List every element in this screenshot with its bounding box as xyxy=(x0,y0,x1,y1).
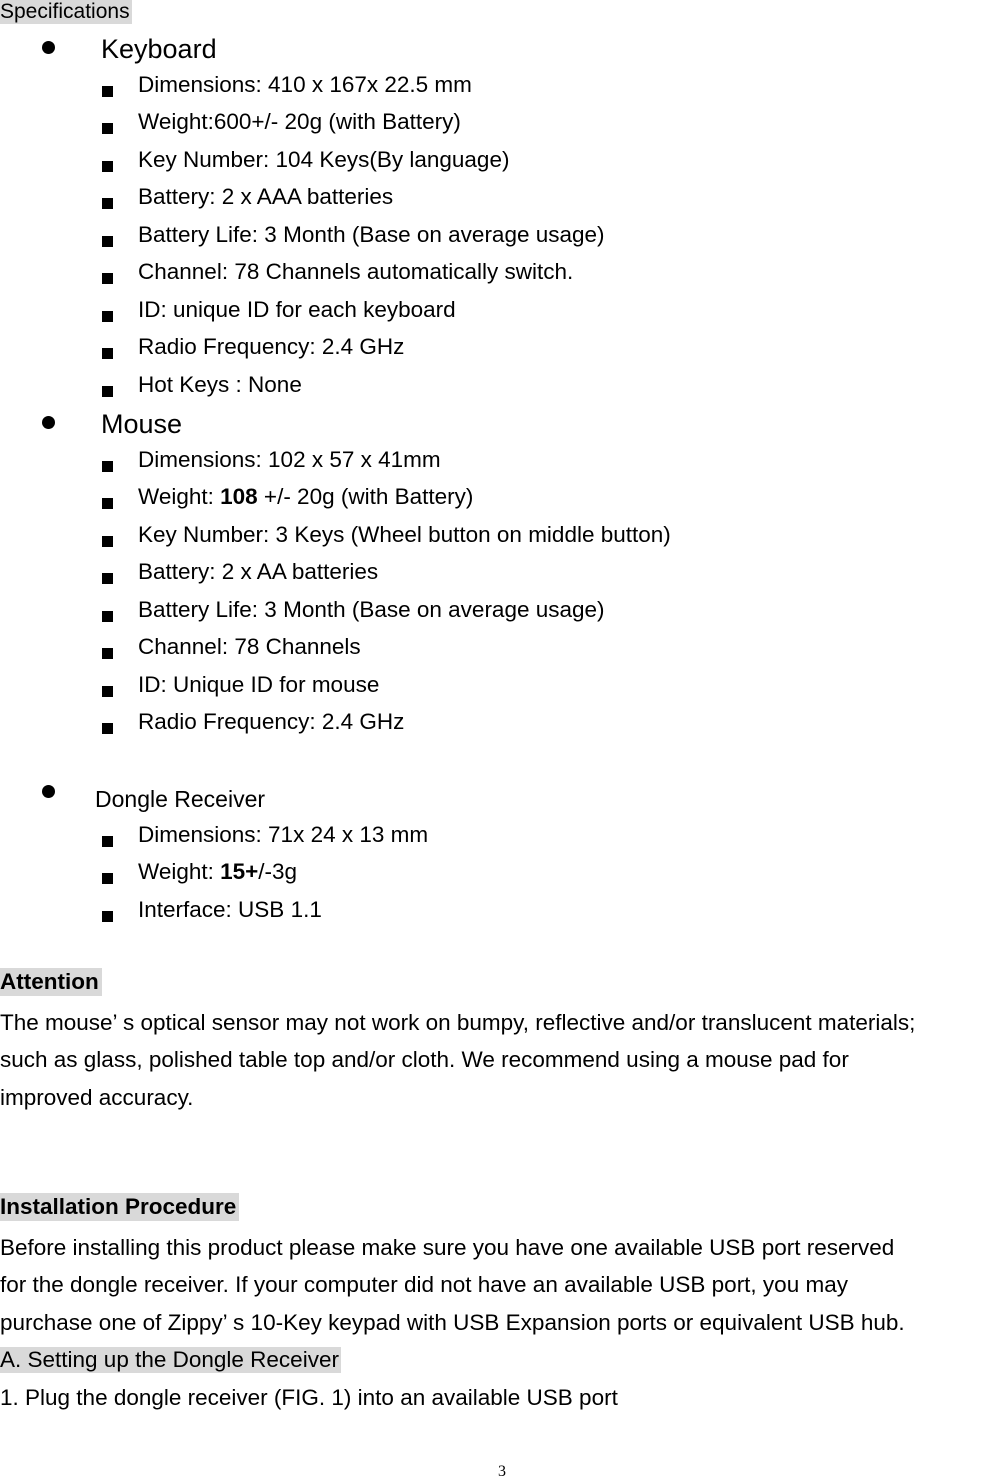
square-bullet-icon xyxy=(102,86,113,97)
page-number: 3 xyxy=(498,1463,506,1480)
mouse-spec-item: Battery Life: 3 Month (Base on average usage) xyxy=(138,597,605,622)
square-bullet-icon xyxy=(102,386,113,397)
mouse-label: Mouse xyxy=(101,409,183,439)
keyboard-spec-item: Battery: 2 x AAA batteries xyxy=(138,184,394,209)
mouse-spec-item: Channel: 78 Channels xyxy=(138,634,361,659)
square-bullet-icon xyxy=(102,836,113,847)
keyboard-spec-item: Key Number: 104 Keys(By language) xyxy=(138,147,510,172)
keyboard-spec-item: Battery Life: 3 Month (Base on average usage) xyxy=(138,222,605,247)
square-bullet-icon xyxy=(102,611,113,622)
square-bullet-icon xyxy=(102,461,113,472)
installation-title: Installation Procedure xyxy=(0,1193,239,1221)
square-bullet-icon xyxy=(102,498,113,509)
square-bullet-icon xyxy=(102,348,113,359)
mouse-weight-value: 108 xyxy=(220,484,258,509)
installation-line: purchase one of Zippy’ s 10-Key keypad with USB Expansion ports or equivalent USB hub. xyxy=(0,1310,905,1335)
square-bullet-icon xyxy=(102,536,113,547)
square-bullet-icon xyxy=(102,648,113,659)
dongle-weight-suffix: /-3g xyxy=(258,859,298,884)
attention-line: improved accuracy. xyxy=(0,1085,194,1110)
mouse-spec-item: Dimensions: 102 x 57 x 41mm xyxy=(138,447,441,472)
square-bullet-icon xyxy=(102,911,113,922)
specifications-title: Specifications xyxy=(0,0,130,23)
attention-title: Attention xyxy=(0,968,102,996)
mouse-spec-item: Battery: 2 x AA batteries xyxy=(138,559,379,584)
square-bullet-icon xyxy=(102,123,113,134)
keyboard-spec-item: Hot Keys : None xyxy=(138,372,302,397)
keyboard-bullet-icon xyxy=(42,41,55,54)
dongle-spec-item-weight xyxy=(138,859,297,885)
square-bullet-icon xyxy=(102,723,113,734)
mouse-spec-item: ID: Unique ID for mouse xyxy=(138,672,380,697)
dongle-bullet-icon xyxy=(42,785,55,798)
mouse-weight-prefix: Weight: xyxy=(138,484,221,509)
square-bullet-icon xyxy=(102,198,113,209)
mouse-weight-suffix: +/- 20g (with Battery) xyxy=(257,484,474,509)
square-bullet-icon xyxy=(102,873,113,884)
keyboard-spec-item: Radio Frequency: 2.4 GHz xyxy=(138,334,405,359)
mouse-spec-item: Key Number: 3 Keys (Wheel button on middle button) xyxy=(138,522,671,547)
keyboard-label: Keyboard xyxy=(101,34,217,64)
square-bullet-icon xyxy=(102,236,113,247)
mouse-bullet-icon xyxy=(42,416,55,429)
mouse-spec-item-weight xyxy=(138,484,473,510)
attention-line: such as glass, polished table top and/or cloth. We recommend using a mouse pad for xyxy=(0,1047,849,1072)
square-bullet-icon xyxy=(102,161,113,172)
dongle-weight-value: 15+ xyxy=(220,859,259,884)
square-bullet-icon xyxy=(102,686,113,697)
subsection-title: A. Setting up the Dongle Receiver xyxy=(0,1347,339,1372)
dongle-weight-prefix: Weight: xyxy=(138,859,221,884)
installation-step: 1. Plug the dongle receiver (FIG. 1) into an available USB port xyxy=(0,1385,618,1410)
square-bullet-icon xyxy=(102,273,113,284)
mouse-spec-item: Radio Frequency: 2.4 GHz xyxy=(138,709,405,734)
dongle-spec-item: Interface: USB 1.1 xyxy=(138,897,322,922)
attention-line: The mouse’ s optical sensor may not work on bumpy, reflective and/or translucent materials; xyxy=(0,1010,916,1035)
installation-line: for the dongle receiver. If your computer did not have an available USB port, you may xyxy=(0,1272,848,1297)
keyboard-spec-item: Weight:600+/- 20g (with Battery) xyxy=(138,109,461,134)
dongle-label: Dongle Receiver xyxy=(95,786,266,812)
square-bullet-icon xyxy=(102,573,113,584)
keyboard-spec-item: Dimensions: 410 x 167x 22.5 mm xyxy=(138,72,472,97)
dongle-spec-item: Dimensions: 71x 24 x 13 mm xyxy=(138,822,429,847)
installation-line: Before installing this product please make sure you have one available USB port reserved xyxy=(0,1235,895,1260)
keyboard-spec-item: Channel: 78 Channels automatically switch. xyxy=(138,259,574,284)
keyboard-spec-item: ID: unique ID for each keyboard xyxy=(138,297,456,322)
square-bullet-icon xyxy=(102,311,113,322)
